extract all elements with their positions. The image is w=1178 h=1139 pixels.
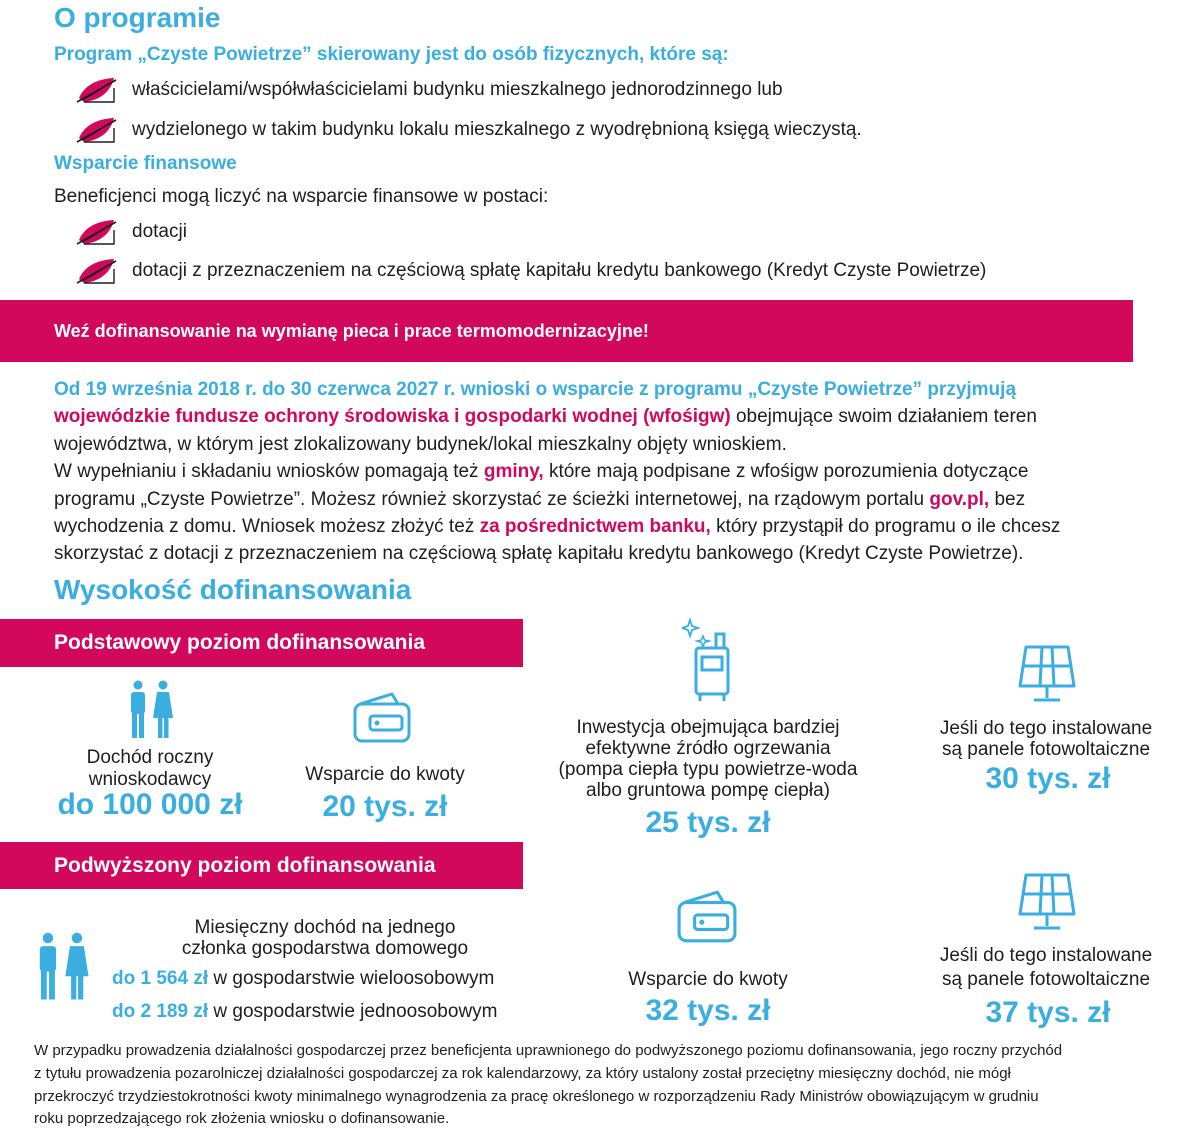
heat-source-line: efektywne źródło ogrzewania: [585, 738, 831, 759]
govpl-highlight: gov.pl,: [929, 488, 990, 510]
raised-income-single-text: w gospodarstwie jednoosobowym: [208, 1001, 498, 1022]
basic-pv-label: [910, 718, 1178, 760]
people-icon: [126, 680, 176, 740]
info-paragraph: [54, 376, 1164, 568]
financing-intro: Beneficjenci mogą liczyć na wsparcie finansowe w postaci:: [54, 186, 549, 207]
footnote-line: z tytułu prowadzenia pozarolniczej działalności gospodarczej za rok kalendarzowy, za który ustalony został przeciętny miesięczny dochód, nie mógł: [34, 1064, 1011, 1082]
basic-pv-value: 30 tys. zł: [985, 762, 1111, 795]
paragraph-line: które mają podpisane z wfośigw porozumienia dotyczące: [543, 461, 1029, 483]
raised-income-single-value: do 2 189 zł: [112, 1001, 209, 1022]
basic-income-value: do 100 000 zł: [57, 788, 243, 821]
heat-source-line: Inwestycja obejmująca bardziej: [576, 717, 840, 738]
raised-income-line: członka gospodarstwa domowego: [181, 938, 469, 959]
heat-pump-icon: [682, 616, 732, 702]
section-title-about: O programie: [54, 2, 221, 33]
raised-support-value: 32 tys. zł: [645, 994, 771, 1027]
basic-income-line: wnioskodawcy: [88, 769, 212, 790]
paragraph-line: obejmujące swoim działaniem teren: [730, 406, 1037, 428]
promo-banner: [0, 300, 1133, 362]
paragraph-line: wychodzenia z domu. Wniosek możesz złożyć też: [54, 516, 480, 538]
solar-panel-icon: [1016, 872, 1078, 932]
leaf-bullet-icon: [76, 76, 120, 104]
raised-level-band: [0, 842, 523, 889]
section-title-financing: Wsparcie finansowe: [54, 153, 237, 174]
paragraph-line: województwa, w którym jest zlokalizowany budynek/lokal mieszkalny objęty wnioskiem.: [54, 433, 787, 455]
footnote-line: roku poprzedzającego rok złożenia wniosku o dofinansowanie.: [34, 1110, 450, 1128]
basic-pv-line: Jeśli do tego instalowane: [939, 718, 1153, 739]
solar-panel-icon: [1016, 644, 1078, 704]
about-bullet-1: [76, 77, 783, 103]
financing-bullet-text: dotacji: [132, 221, 187, 242]
leaf-bullet-icon: [76, 218, 120, 246]
paragraph-line: bez: [989, 488, 1026, 510]
wallet-icon: [352, 692, 412, 744]
about-bullet-text: wydzielonego w takim budynku lokalu mieszkalnego z wyodrębnioną księgą wieczystą.: [132, 119, 862, 140]
basic-level-band: [0, 619, 523, 667]
wallet-icon: [676, 890, 738, 944]
footnote: [34, 1040, 1174, 1131]
about-bullet-2: [76, 117, 862, 143]
promo-banner-text: Weź dofinansowanie na wymianę pieca i prace termomodernizacyjne!: [54, 320, 649, 341]
footnote-line: W przypadku prowadzenia działalności gospodarczej przez beneficjenta uprawnionego do podwyższonego poziomu dofinansowania, jego roczny przychód: [34, 1042, 1063, 1059]
financing-bullet-text: dotacji z przeznaczeniem na częściową spłatę kapitału kredytu bankowego (Kredyt Czyste Powietrze): [132, 260, 987, 281]
gminy-highlight: gminy,: [483, 461, 544, 483]
heat-source-line: (pompa ciepła typu powietrze-woda: [558, 759, 858, 780]
heat-source-value: 25 tys. zł: [645, 806, 771, 839]
basic-support-value: 20 tys. zł: [322, 790, 448, 823]
raised-income-label: [120, 917, 530, 959]
paragraph-line: skorzystać z dotacji z przeznaczeniem na częściową spłatę kapitału kredytu bankowego (Kredyt Czyste Powietrze).: [54, 543, 1024, 565]
wfosigw-highlight: wojewódzkie fundusze ochrony środowiska i gospodarki wodnej (wfośigw): [54, 406, 731, 428]
paragraph-line: Od 19 września 2018 r. do 30 czerwca 2027 r. wnioski o wsparcie z programu „Czyste Powietrze” przyjmują: [54, 379, 1017, 400]
raised-income-row-1: [112, 968, 494, 990]
paragraph-line: programu „Czyste Powietrze”. Możesz również skorzystać ze ścieżki internetowej, na rządowym portalu: [54, 488, 930, 510]
bank-highlight: za pośrednictwem banku,: [479, 516, 711, 538]
basic-level-title: Podstawowy poziom dofinansowania: [54, 631, 426, 654]
leaf-bullet-icon: [76, 257, 120, 285]
section-title-amount: Wysokość dofinansowania: [54, 574, 412, 605]
raised-pv-value: 37 tys. zł: [985, 996, 1111, 1029]
people-icon: [34, 932, 92, 1002]
raised-income-multi-value: do 1 564 zł: [112, 968, 209, 989]
raised-pv-label: [910, 944, 1178, 992]
paragraph-line: który przystąpił do programu o ile chcesz: [710, 516, 1061, 538]
heat-source-line: albo gruntowa pompę ciepła): [586, 780, 830, 801]
leaf-bullet-icon: [76, 116, 120, 144]
basic-income-line: Dochód roczny: [86, 747, 214, 768]
raised-level-title: Podwyższony poziom dofinansowania: [54, 853, 436, 877]
about-intro: Program „Czyste Powietrze” skierowany jest do osób fizycznych, które są:: [54, 44, 729, 65]
paragraph-line: W wypełnianiu i składaniu wniosków pomagają też: [54, 461, 484, 483]
financing-bullet-1: [76, 219, 226, 245]
basic-pv-line: są panele fotowoltaiczne: [941, 739, 1151, 760]
basic-income-label: [40, 747, 260, 791]
raised-income-line: Miesięczny dochód na jednego: [194, 917, 456, 938]
raised-pv-line: są panele fotowoltaiczne: [941, 969, 1151, 990]
financing-bullet-2: [76, 258, 987, 284]
raised-income-multi-text: w gospodarstwie wieloosobowym: [208, 968, 495, 989]
raised-pv-line: Jeśli do tego instalowane: [939, 945, 1153, 966]
raised-income-row-2: [112, 1001, 498, 1023]
raised-support-label: Wsparcie do kwoty: [628, 969, 788, 990]
footnote-line: przekroczyć trzydziestokrotności kwoty minimalnego wynagrodzenia za pracę określonego w rozporządzeniu Rady Ministrów obowiązującym w grudniu: [34, 1087, 1039, 1105]
about-bullet-text: właścicielami/współwłaścicielami budynku mieszkalnego jednorodzinnego lub: [132, 79, 783, 100]
basic-support-label: Wsparcie do kwoty: [305, 764, 465, 785]
heat-source-label: [530, 717, 886, 801]
